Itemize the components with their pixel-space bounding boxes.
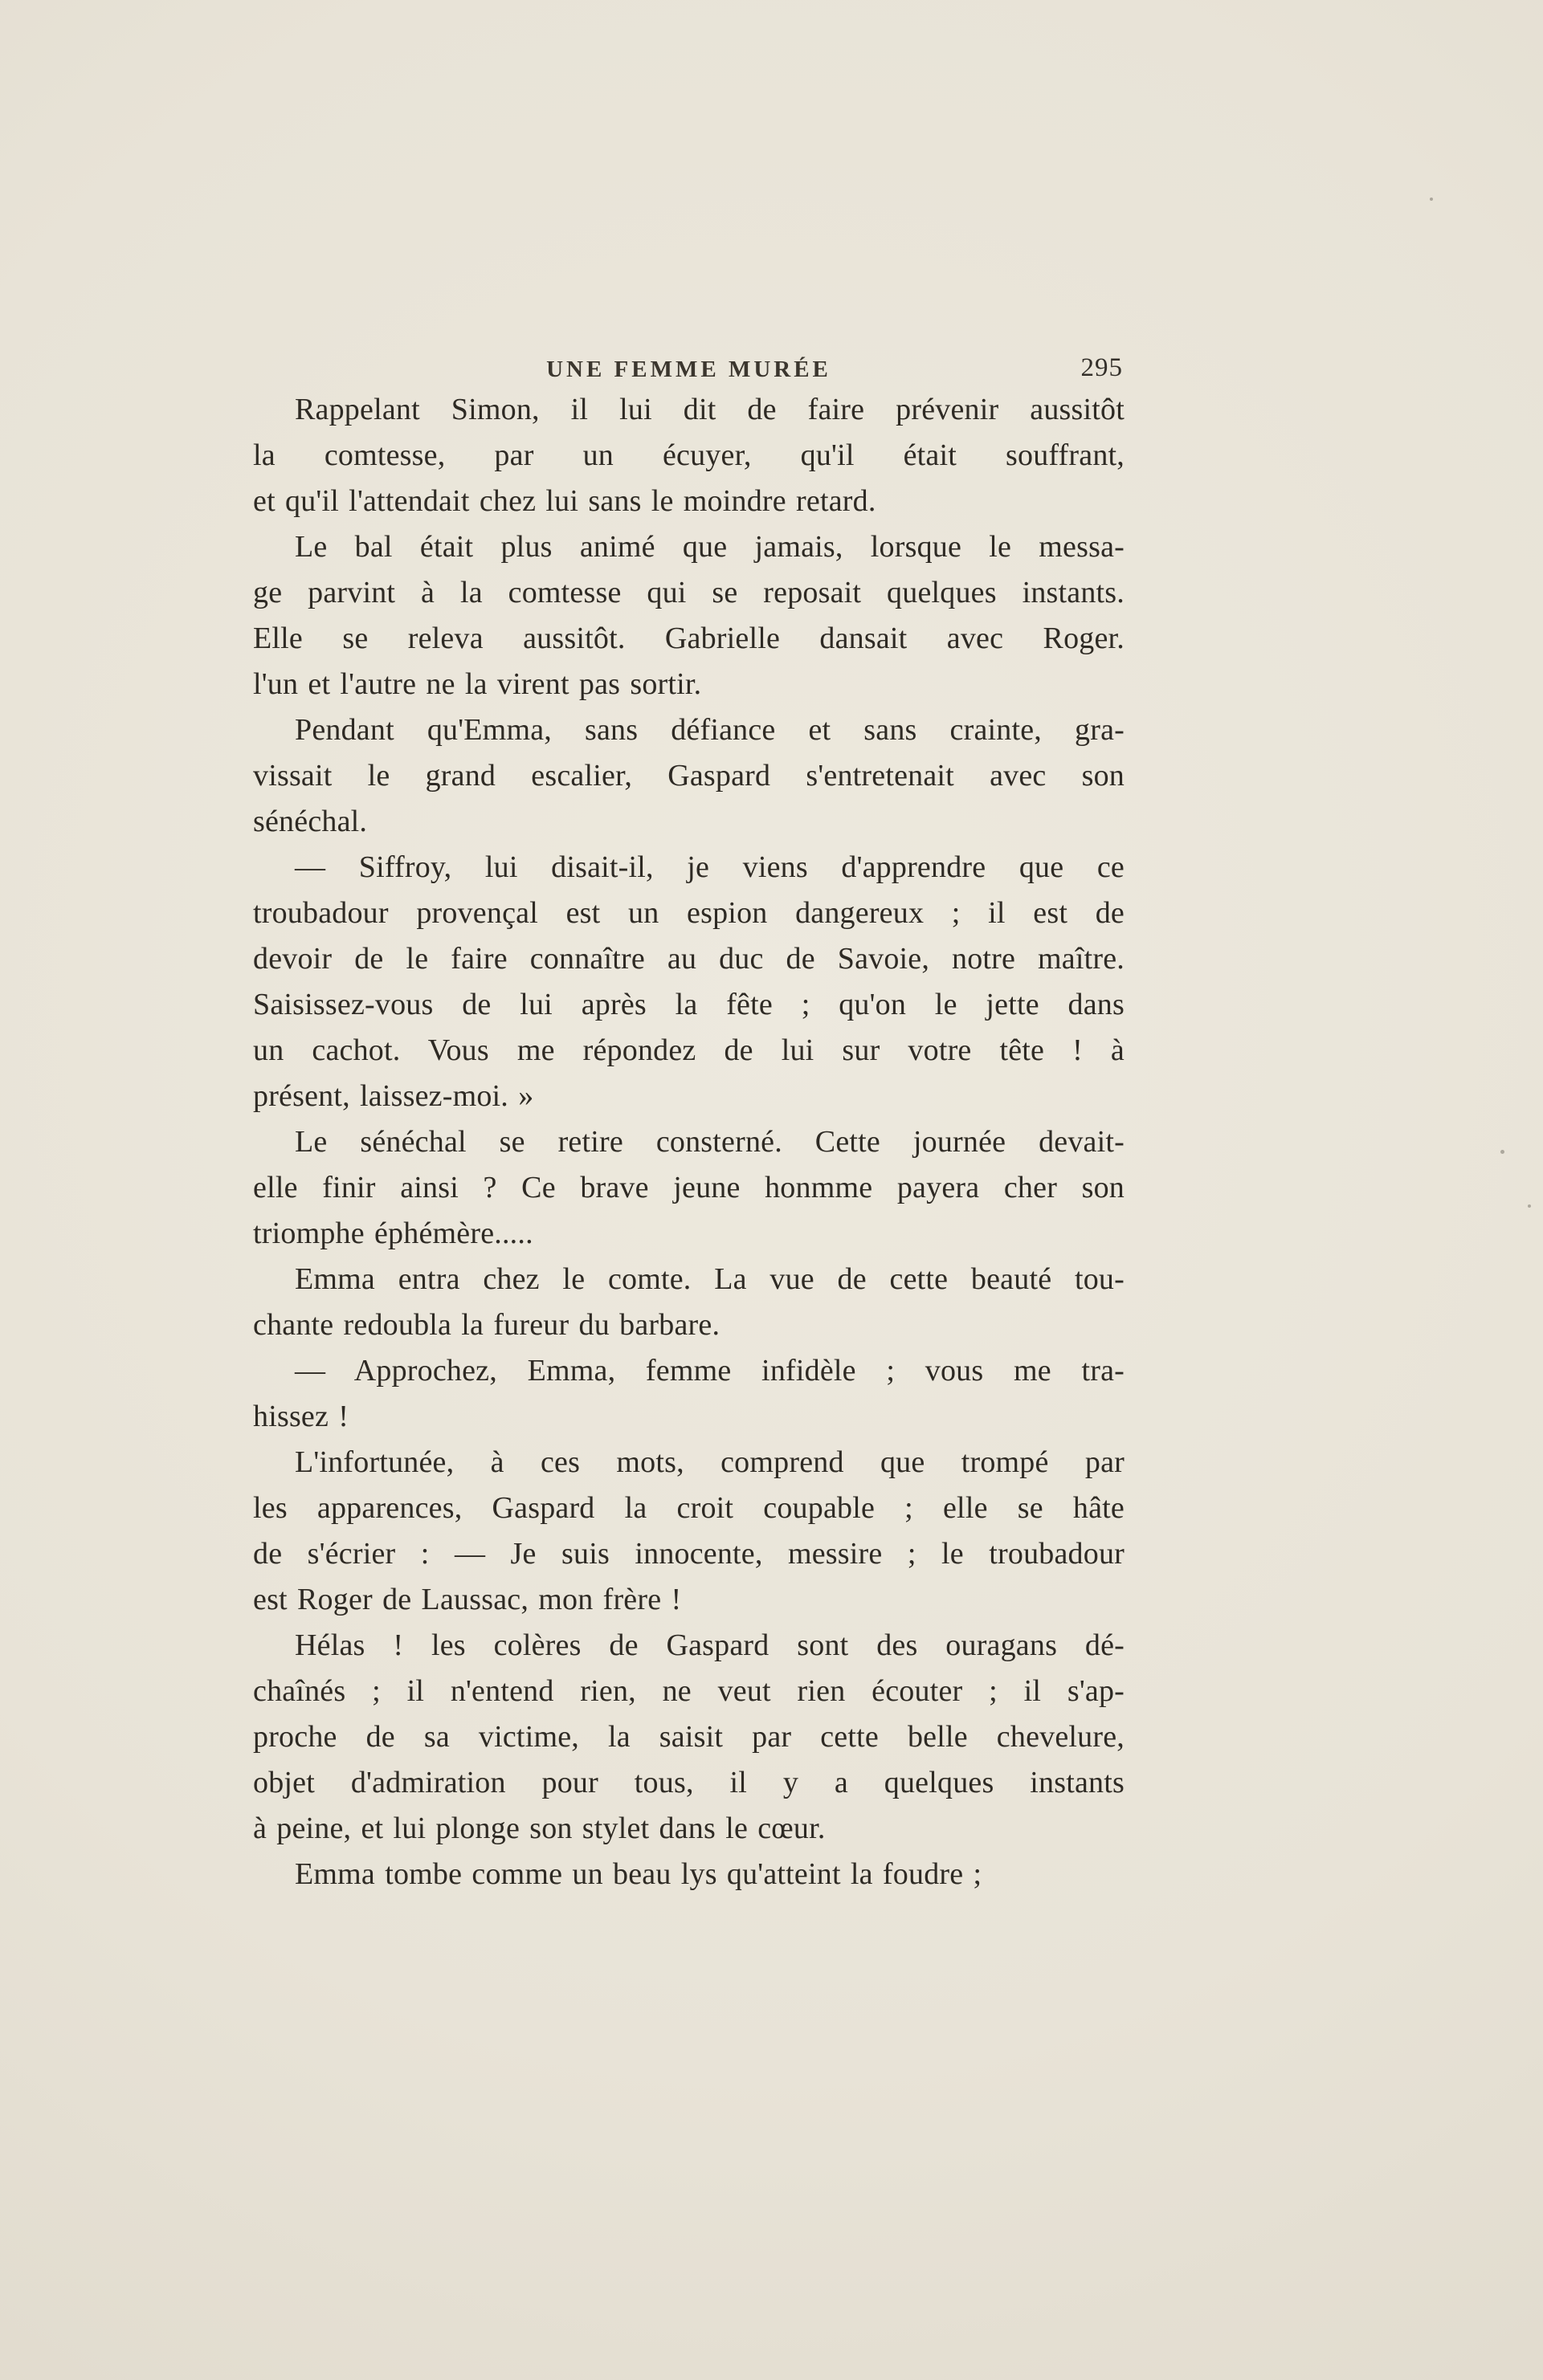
- text-line: hissez !: [253, 1400, 349, 1433]
- text-line: la comtesse, par un écuyer, qu'il était souffrant,: [253, 438, 1125, 472]
- paragraph: [253, 707, 1125, 845]
- text-line: présent, laissez-moi. »: [253, 1079, 534, 1113]
- text-line: — Siffroy, lui disait-il, je viens d'apprendre que ce: [295, 850, 1125, 884]
- paragraph: [253, 1257, 1125, 1348]
- scan-speck: [1430, 198, 1433, 201]
- text-line: vissait le grand escalier, Gaspard s'entretenait avec son: [253, 759, 1125, 793]
- text-line: troubadour provençal est un espion dangereux ; il est de: [253, 896, 1125, 930]
- text-line: L'infortunée, à ces mots, comprend que trompé par: [295, 1445, 1125, 1479]
- text-line: proche de sa victime, la saisit par cette belle chevelure,: [253, 1720, 1125, 1754]
- text-line: chaînés ; il n'entend rien, ne veut rien écouter ; il s'ap-: [253, 1674, 1125, 1708]
- paragraph: [253, 1119, 1125, 1257]
- paragraph: [253, 1852, 1125, 1897]
- running-title: UNE FEMME MURÉE: [546, 357, 831, 382]
- paragraph: [253, 524, 1125, 707]
- text-line: devoir de le faire connaître au duc de Savoie, notre maître.: [253, 942, 1125, 976]
- text-line: l'un et l'autre ne la virent pas sortir.: [253, 667, 702, 701]
- text-line: Saisissez-vous de lui après la fête ; qu'on le jette dans: [253, 988, 1125, 1021]
- scan-speck: [1528, 1204, 1531, 1208]
- paragraph: [253, 1623, 1125, 1852]
- paragraph: [253, 1348, 1125, 1440]
- text-line: Rappelant Simon, il lui dit de faire prévenir aussitôt: [295, 393, 1125, 426]
- scan-speck: [1500, 1150, 1504, 1154]
- paragraph: [253, 387, 1125, 524]
- page-number: 295: [1080, 353, 1123, 382]
- text-line: sénéchal.: [253, 805, 368, 838]
- text-line: Hélas ! les colères de Gaspard sont des ouragans dé-: [295, 1628, 1125, 1662]
- paragraph: [253, 1440, 1125, 1623]
- text-body: [253, 387, 1125, 1897]
- text-line: Le bal était plus animé que jamais, lorsque le messa-: [295, 530, 1125, 564]
- text-line: Emma tombe comme un beau lys qu'atteint la foudre ;: [295, 1857, 982, 1891]
- text-line: ge parvint à la comtesse qui se reposait quelques instants.: [253, 576, 1125, 609]
- text-line: Le sénéchal se retire consterné. Cette journée devait-: [295, 1125, 1125, 1159]
- text-line: de s'écrier : — Je suis innocente, messire ; le troubadour: [253, 1537, 1125, 1571]
- text-line: — Approchez, Emma, femme infidèle ; vous me tra-: [295, 1354, 1125, 1388]
- text-line: Emma entra chez le comte. La vue de cette beauté tou-: [295, 1262, 1125, 1296]
- text-line: chante redoubla la fureur du barbare.: [253, 1308, 720, 1342]
- text-line: Pendant qu'Emma, sans défiance et sans crainte, gra-: [295, 713, 1125, 747]
- text-line: un cachot. Vous me répondez de lui sur votre tête ! à: [253, 1033, 1125, 1067]
- text-line: et qu'il l'attendait chez lui sans le moindre retard.: [253, 484, 876, 518]
- text-line: Elle se releva aussitôt. Gabrielle dansait avec Roger.: [253, 621, 1125, 655]
- text-line: objet d'admiration pour tous, il y a quelques instants: [253, 1766, 1125, 1799]
- text-line: elle finir ainsi ? Ce brave jeune honmme payera cher son: [253, 1171, 1125, 1204]
- text-line: triomphe éphémère.....: [253, 1216, 533, 1250]
- text-line: à peine, et lui plonge son stylet dans le cœur.: [253, 1811, 826, 1845]
- paragraph: [253, 845, 1125, 1119]
- text-line: les apparences, Gaspard la croit coupable ; elle se hâte: [253, 1491, 1125, 1525]
- text-line: est Roger de Laussac, mon frère !: [253, 1583, 682, 1616]
